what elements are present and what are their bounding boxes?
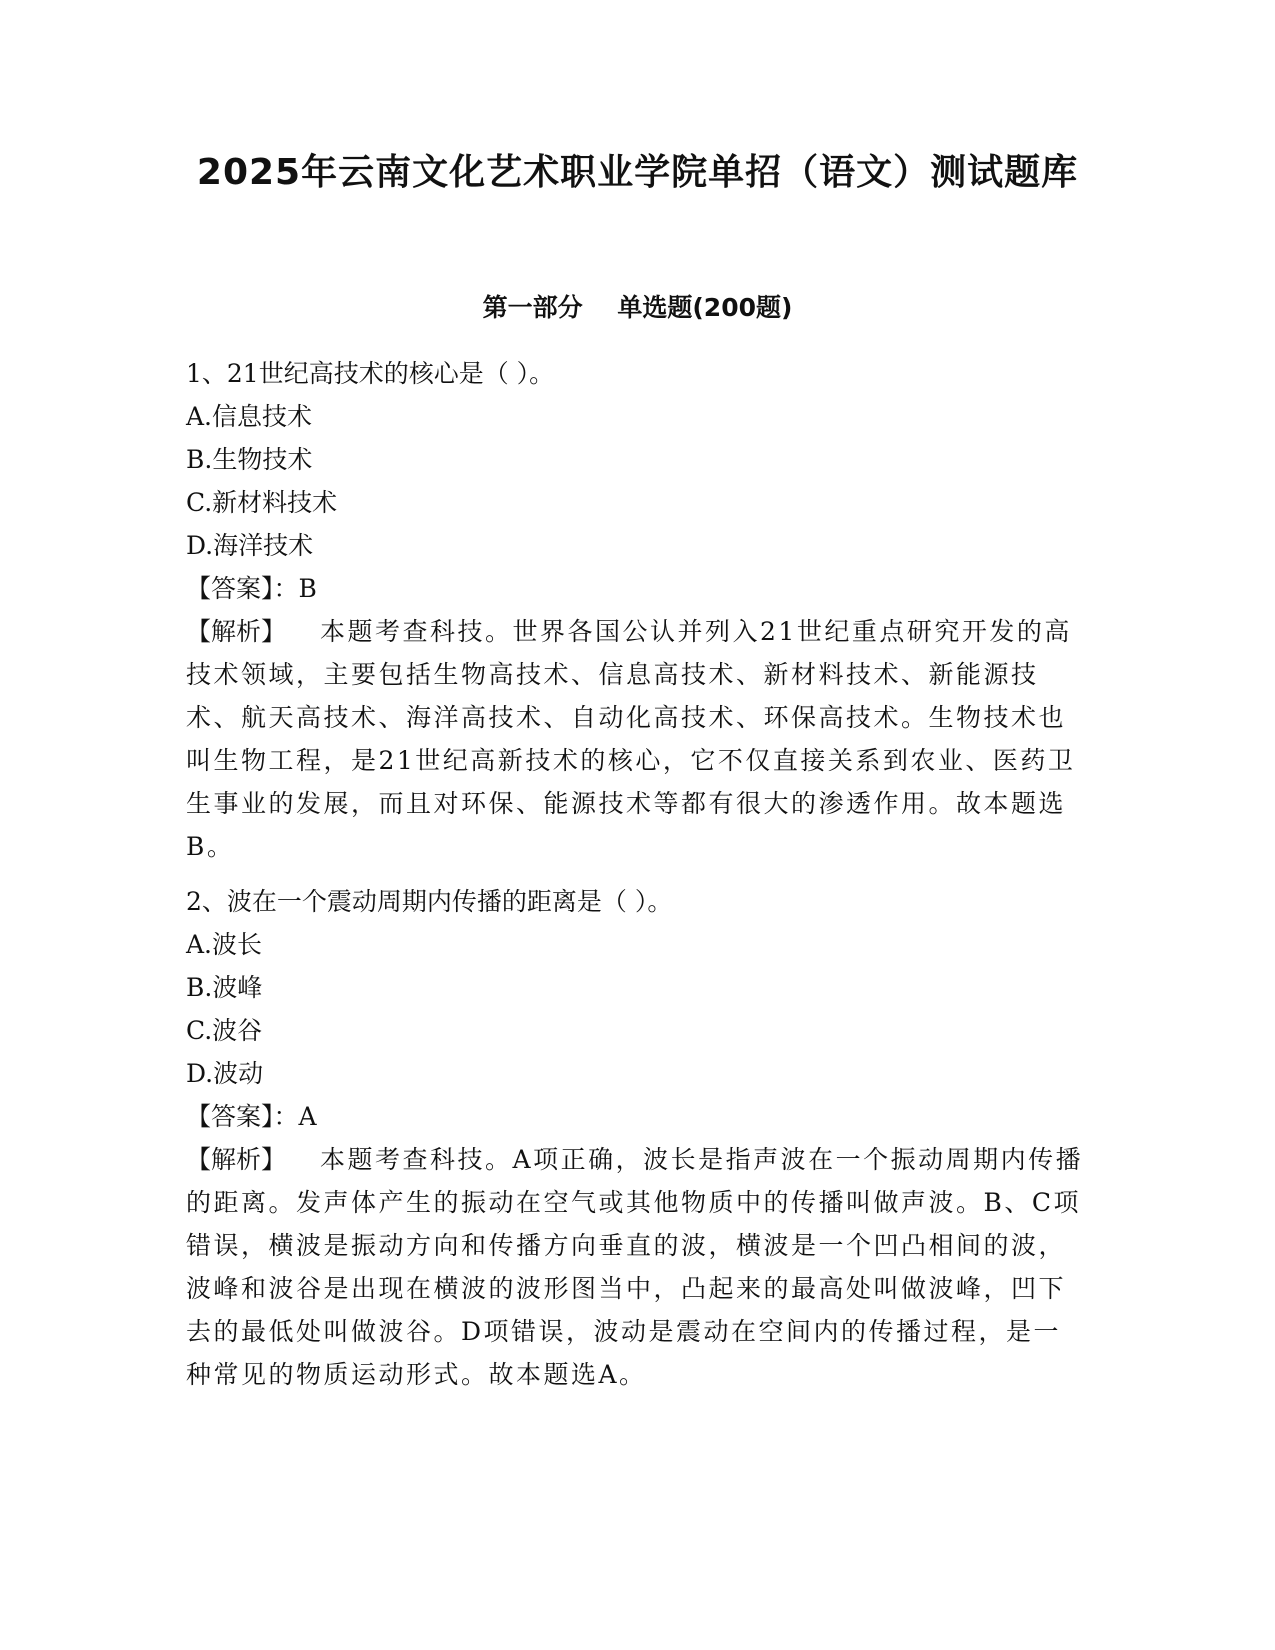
analysis-paragraph — [186, 1138, 1086, 1396]
option-d: D.波动 — [186, 1059, 264, 1088]
option-c: C.波谷 — [186, 1016, 263, 1045]
question-1 — [186, 352, 1086, 868]
section-title: 第一部分 单选题(200题) — [482, 293, 793, 322]
question-stem: 2、波在一个震动周期内传播的距离是（ ）。 — [186, 887, 673, 916]
analysis-text: 本题考查科技。A项正确，波长是指声波在一个振动周期内传播的距离。发声体产生的振动在空气或其他物质中的传播叫做声波。B、C项错误，横波是振动方向和传播方向垂直的波，横波是一个凹凸相间的波，波峰和波谷是出现在横波的波形图当中，凸起来的最高处叫做波峰，凹下去的最低处叫做波谷。D项错误，波动是震动在空间内的传播过程，是一种常见的物质运动形式。故本题选A。 — [186, 1145, 1084, 1389]
option-c: C.新材料技术 — [186, 488, 338, 517]
analysis-label: 【解析】 — [186, 1145, 287, 1174]
answer-line — [186, 1095, 1086, 1138]
question-2 — [186, 880, 1086, 1396]
answer-value: B — [298, 574, 317, 603]
option-b: B.生物技术 — [186, 445, 313, 474]
question-list — [186, 352, 1086, 1396]
question-stem: 1、21世纪高技术的核心是（ ）。 — [186, 359, 555, 388]
answer-label: 【答案】： — [186, 1102, 299, 1131]
analysis-label: 【解析】 — [186, 617, 287, 646]
document-title: 2025年云南文化艺术职业学院单招（语文）测试题库 — [196, 152, 1079, 193]
option-d: D.海洋技术 — [186, 531, 314, 560]
option-b: B.波峰 — [186, 973, 263, 1002]
analysis-paragraph — [186, 610, 1086, 868]
answer-label: 【答案】： — [186, 574, 299, 603]
answer-line — [186, 567, 1086, 610]
option-a: A.波长 — [186, 930, 263, 959]
analysis-text: 本题考查科技。世界各国公认并列入21世纪重点研究开发的高技术领域，主要包括生物高技术、信息高技术、新材料技术、新能源技术、航天高技术、海洋高技术、自动化高技术、环保高技术。生物技术也叫生物工程，是21世纪高新技术的核心，它不仅直接关系到农业、医药卫生事业的发展，而且对环保、能源技术等都有很大的渗透作用。故本题选B。 — [186, 617, 1076, 861]
answer-value: A — [298, 1102, 317, 1131]
option-a: A.信息技术 — [186, 402, 313, 431]
